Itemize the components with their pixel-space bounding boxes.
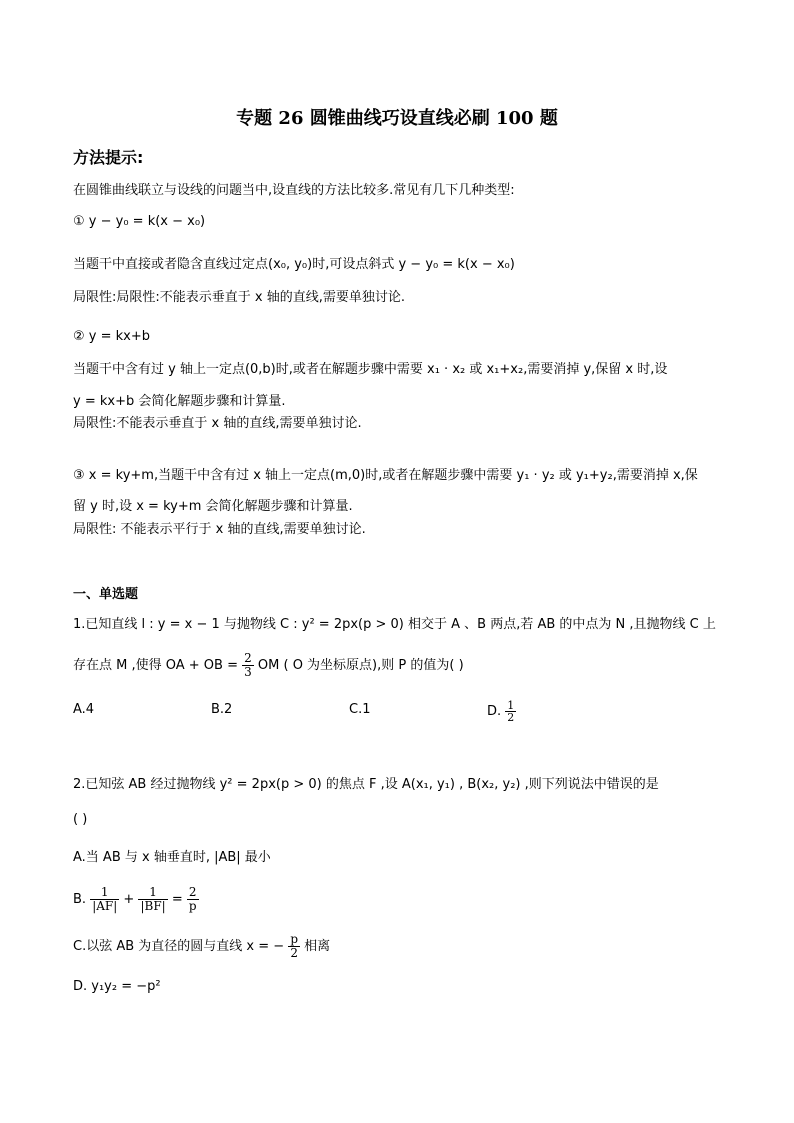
q2-option-b-fraction-1-den: |AF| <box>92 899 118 913</box>
q2-option-b[interactable] <box>73 882 199 918</box>
type2-description-2: y = kx+b 会简化解题步骤和计算量. <box>73 394 286 409</box>
type2-limitation: 局限性:不能表示垂直于 x 轴的直线,需要单独讨论. <box>73 416 362 431</box>
q1-stem-tail: OM ( O 为坐标原点),则 P 的值为( ) <box>257 658 464 673</box>
type1-limitation: 局限性:局限性:不能表示垂直于 x 轴的直线,需要单独讨论. <box>73 290 405 305</box>
q2-stem-line1: 2.已知弦 AB 经过抛物线 y² = 2px(p > 0) 的焦点 F ,设 A(x₁, y₁) , B(x₂, y₂) ,则下列说法中错误的是 <box>73 777 659 792</box>
q2-option-b-fraction-1 <box>90 886 119 913</box>
q2-option-c-tail: 相离 <box>304 939 331 954</box>
q1-fraction-denominator: 3 <box>244 665 252 679</box>
intro-text: 在圆锥曲线联立与设线的问题当中,设直线的方法比较多.常见有几下几种类型: <box>73 183 515 198</box>
q2-option-d[interactable]: D. y₁y₂ = −p² <box>73 979 161 994</box>
type3-description-1: ③ x = ky+m,当题干中含有过 x 轴上一定点(m,0)时,或者在解题步骤中需要 y₁ · y₂ 或 y₁+y₂,需要消掉 x,保 <box>73 468 698 483</box>
q2-option-c[interactable] <box>73 930 330 964</box>
q1-option-b[interactable]: B.2 <box>211 702 233 717</box>
q2-option-b-fraction-1-num: 1 <box>90 886 119 900</box>
q1-fraction <box>242 652 254 679</box>
q1-option-c[interactable]: C.1 <box>349 702 371 717</box>
q2-option-c-denominator: 2 <box>290 946 298 960</box>
type3-limitation: 局限性: 不能表示平行于 x 轴的直线,需要单独讨论. <box>73 522 366 537</box>
section-heading: 一、单选题 <box>73 587 139 602</box>
q2-option-b-plus: + <box>123 892 135 907</box>
q2-stem-line2: ( ) <box>73 812 88 827</box>
q1-option-d-label: D. <box>487 704 502 719</box>
q2-option-b-fraction-3-den: p <box>188 899 197 913</box>
q1-options <box>73 700 533 728</box>
q2-option-b-fraction-2 <box>138 886 167 913</box>
type2-description-1: 当题干中含有过 y 轴上一定点(0,b)时,或者在解题步骤中需要 x₁ · x₂ 或 x₁+x₂,需要消掉 y,保留 x 时,设 <box>73 362 668 377</box>
q2-option-c-numerator: p <box>290 932 298 946</box>
q2-option-b-fraction-3 <box>187 886 199 913</box>
q2-option-b-equals: = <box>171 892 183 907</box>
q1-option-d-numerator: 1 <box>507 699 515 712</box>
q2-option-b-label: B. <box>73 892 87 907</box>
type2-formula: ② y = kx+b <box>73 329 151 344</box>
q1-stem-line1: 1.已知直线 l : y = x − 1 与抛物线 C : y² = 2px(p > 0) 相交于 A 、B 两点,若 AB 的中点为 N ,且抛物线 C 上 <box>73 617 716 632</box>
q1-option-d[interactable] <box>487 700 516 723</box>
q2-option-b-fraction-2-num: 1 <box>138 886 167 900</box>
q2-option-c-fraction <box>288 933 300 960</box>
q1-option-d-denominator: 2 <box>507 711 515 724</box>
q1-stem-line2 <box>73 652 464 680</box>
method-heading: 方法提示: <box>73 148 144 167</box>
type1-formula: ① y − y₀ = k(x − x₀) <box>73 214 206 229</box>
q1-vector-sum: 存在点 M ,使得 OA + OB = <box>73 658 238 673</box>
q1-option-d-fraction <box>505 700 516 723</box>
q1-option-a[interactable]: A.4 <box>73 702 95 717</box>
type3-description-2: 留 y 时,设 x = ky+m 会简化解题步骤和计算量. <box>73 499 353 514</box>
page-title: 专题 26 圆锥曲线巧设直线必刷 100 题 <box>236 108 558 129</box>
q2-option-b-fraction-2-den: |BF| <box>140 899 166 913</box>
q2-option-c-text: C.以弦 AB 为直径的圆与直线 x = − <box>73 939 285 954</box>
q1-fraction-numerator: 2 <box>244 651 252 665</box>
q2-option-b-fraction-3-num: 2 <box>187 886 199 900</box>
type1-description: 当题干中直接或者隐含直线过定点(x₀, y₀)时,可设点斜式 y − y₀ = k(x − x₀) <box>73 257 515 272</box>
q2-option-a[interactable]: A.当 AB 与 x 轴垂直时, |AB| 最小 <box>73 850 271 865</box>
